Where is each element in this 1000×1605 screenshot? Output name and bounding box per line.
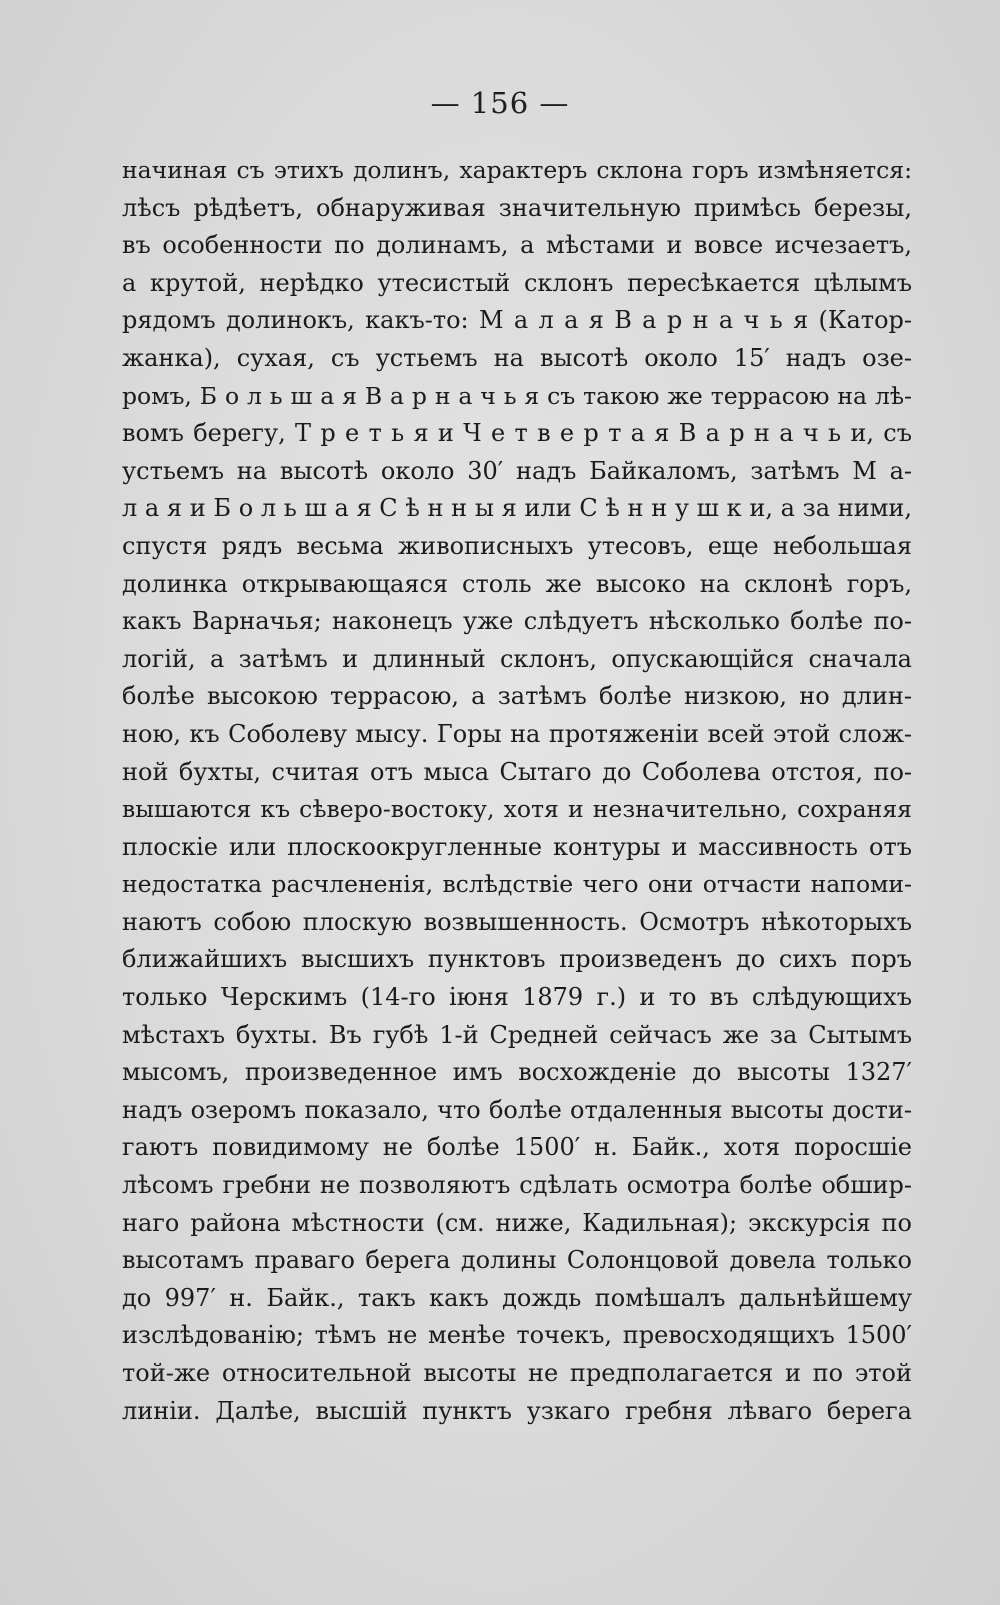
text-line: въ особенности по долинамъ, а мѣстами и вовсе исчезаетъ, bbox=[122, 231, 912, 260]
text-line: вышаются къ сѣверо-востоку, хотя и незначительно, сохраняя bbox=[122, 795, 912, 824]
text-line: недостатка расчлененія, вслѣдствіе чего они отчасти напоми- bbox=[122, 870, 912, 899]
text-line: какъ Варначья; наконецъ уже слѣдуетъ нѣсколько болѣе по- bbox=[122, 607, 912, 636]
text-line: устьемъ на высотѣ около 30′ надъ Байкаломъ, затѣмъ М а- bbox=[122, 456, 912, 485]
text-line: плоскіе или плоскоокругленные контуры и массивность отъ bbox=[122, 832, 912, 861]
text-line: вомъ берегу, Т р е т ь я и Ч е т в е р т а я В а р н а ч ь и, съ bbox=[122, 419, 912, 448]
page-number: — 156 — bbox=[430, 86, 570, 120]
text-line: мысомъ, произведенное имъ восхожденіе до высоты 1327′ bbox=[122, 1058, 912, 1087]
text-line: мѣстахъ бухты. Въ губѣ 1-й Средней сейчасъ же за Сытымъ bbox=[122, 1020, 912, 1049]
text-line: только Черскимъ (14-го іюня 1879 г.) и то въ слѣдующихъ bbox=[122, 983, 912, 1012]
text-line: надъ озеромъ показало, что болѣе отдаленныя высоты дости- bbox=[122, 1095, 912, 1124]
text-line: долинка открывающаяся столь же высоко на склонѣ горъ, bbox=[122, 569, 912, 598]
text-line: гаютъ повидимому не болѣе 1500′ н. Байк., хотя поросшіе bbox=[122, 1133, 912, 1162]
text-line: логій, а затѣмъ и длинный склонъ, опускающійся сначала bbox=[122, 644, 912, 673]
text-line: наютъ собою плоскую возвышенность. Осмотръ нѣкоторыхъ bbox=[122, 907, 912, 936]
text-line: л а я и Б о л ь ш а я С ѣ н н ы я или С ѣ н н у ш к и, а за ними, bbox=[122, 494, 912, 523]
text-line: наго района мѣстности (см. ниже, Кадильная); экскурсія по bbox=[122, 1208, 912, 1237]
text-line: ромъ, Б о л ь ш а я В а р н а ч ь я съ такою же террасою на лѣ- bbox=[122, 381, 912, 410]
text-line: той-же относительной высоты не предполагается и по этой bbox=[122, 1359, 912, 1387]
text-line: высотамъ праваго берега долины Солонцовой довела только bbox=[122, 1246, 912, 1275]
text-line: лѣсомъ гребни не позволяютъ сдѣлать осмотра болѣе обшир- bbox=[122, 1171, 912, 1200]
text-line: ближайшихъ высшихъ пунктовъ произведенъ до сихъ поръ bbox=[122, 945, 912, 974]
text-line: рядомъ долинокъ, какъ-то: М а л а я В а р н а ч ь я (Катор- bbox=[122, 306, 912, 335]
text-line: начиная съ этихъ долинъ, характеръ склона горъ измѣняется: bbox=[122, 156, 912, 184]
text-line: спустя рядъ весьма живописныхъ утесовъ, еще небольшая bbox=[122, 531, 912, 560]
text-line: лѣсъ рѣдѣетъ, обнаруживая значительную примѣсь березы, bbox=[122, 193, 912, 222]
text-line: болѣе высокою террасою, а затѣмъ болѣе низкою, но длин- bbox=[122, 682, 912, 711]
text-line: жанка), сухая, съ устьемъ на высотѣ около 15′ надъ озе- bbox=[122, 343, 912, 372]
text-line: ною, къ Соболеву мысу. Горы на протяженіи всей этой слож- bbox=[122, 719, 912, 748]
text-line: а крутой, нерѣдко утесистый склонъ пересѣкается цѣлымъ bbox=[122, 268, 912, 297]
text-line: до 997′ н. Байк., такъ какъ дождь помѣшалъ дальнѣйшему bbox=[122, 1283, 912, 1312]
body-text bbox=[122, 152, 912, 1430]
text-line: изслѣдованію; тѣмъ не менѣе точекъ, превосходящихъ 1500′ bbox=[122, 1321, 912, 1350]
text-line: ной бухты, считая отъ мыса Сытаго до Соболева отстоя, по- bbox=[122, 757, 912, 786]
text-line: линіи. Далѣе, высшій пунктъ узкаго гребня лѣваго берега bbox=[122, 1396, 912, 1425]
